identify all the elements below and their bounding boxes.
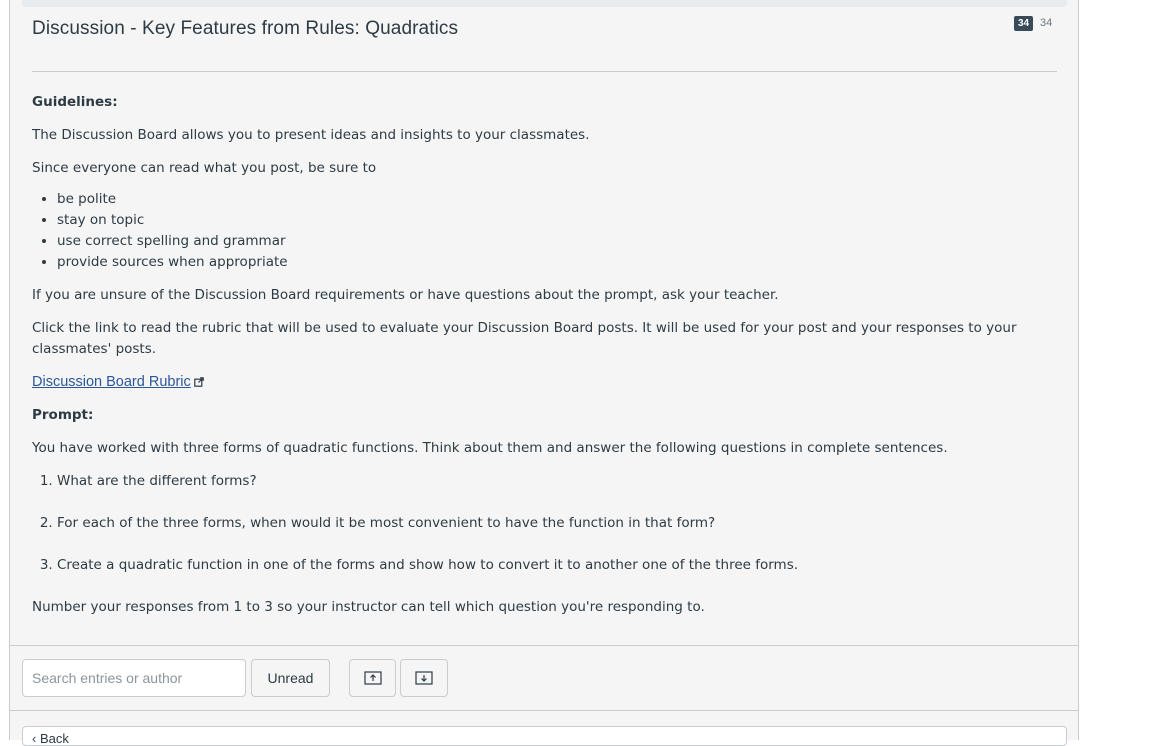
- search-input[interactable]: [22, 659, 246, 697]
- expand-replies-button[interactable]: [400, 659, 448, 697]
- question-item: 1. What are the different forms?: [57, 471, 1062, 492]
- back-label: Back: [39, 731, 69, 746]
- total-count-badge: 34: [1040, 17, 1053, 29]
- collapse-replies-button[interactable]: [349, 659, 396, 697]
- guidelines-heading: Guidelines:: [32, 94, 118, 110]
- question-item: 3. Create a quadratic function in one of the forms and show how to convert it to another one of the three forms.: [57, 555, 1062, 576]
- toolbar-bottom-divider: [9, 710, 1079, 711]
- prompt-paragraph: You have worked with three forms of quadratic functions. Think about them and answer the following questions in complete sentences.: [32, 440, 948, 456]
- page-title: Discussion - Key Features from Rules: Quadratics: [32, 18, 459, 39]
- guidelines-list: [32, 189, 1062, 273]
- question-item: 2. For each of the three forms, when would it be most convenient to have the function in that form?: [57, 513, 1062, 534]
- prompt-heading: Prompt:: [32, 407, 94, 423]
- list-item: • provide sources when appropriate: [57, 252, 1062, 273]
- intro-paragraph: The Discussion Board allows you to present ideas and insights to your classmates.: [32, 127, 590, 143]
- list-item: • stay on topic: [57, 210, 1062, 231]
- numbering-instruction: Number your responses from 1 to 3 so your instructor can tell which question you're responding to.: [32, 599, 705, 615]
- reply-card: [22, 726, 1067, 746]
- unread-filter-button[interactable]: Unread: [251, 659, 330, 697]
- guidelines-lead: Since everyone can read what you post, be sure to: [32, 160, 377, 176]
- arrow-down-box-icon: [415, 670, 433, 686]
- external-link-icon: [194, 377, 204, 387]
- top-strip: [22, 0, 1067, 7]
- chevron-left-icon: ‹: [32, 731, 40, 746]
- requirements-paragraph: If you are unsure of the Discussion Board requirements or have questions about the prompt, ask your teacher.: [32, 287, 779, 303]
- title-divider: [32, 71, 1057, 72]
- arrow-up-box-icon: [364, 670, 382, 686]
- list-item: • use correct spelling and grammar: [57, 231, 1062, 252]
- unread-count-badge: 34: [1014, 16, 1033, 31]
- questions-list: [32, 471, 1062, 576]
- discussion-body: [32, 92, 1062, 630]
- back-button[interactable]: [32, 731, 69, 746]
- rubric-link-row: [32, 372, 1062, 393]
- list-item: • be polite: [57, 189, 1062, 210]
- rubric-paragraph: Click the link to read the rubric that will be used to evaluate your Discussion Board posts. It will be used for your post and your responses to your classmates' posts.: [32, 320, 1017, 357]
- toolbar-divider: [9, 645, 1079, 646]
- rubric-link[interactable]: Discussion Board Rubric: [32, 374, 191, 390]
